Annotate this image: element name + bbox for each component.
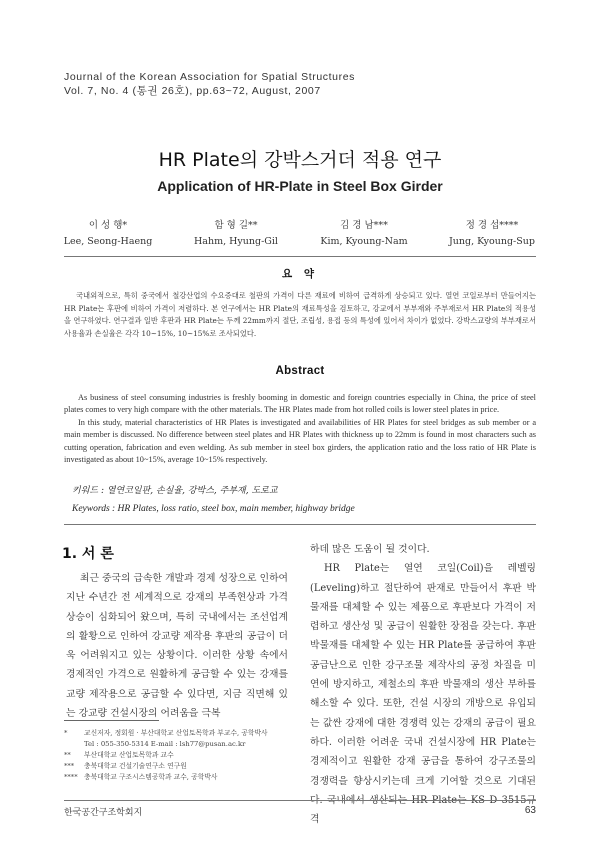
footnote-mark: ** bbox=[64, 751, 71, 759]
footnote-3 bbox=[64, 761, 292, 772]
english-title: Application of HR-Plate in Steel Box Girder bbox=[157, 178, 443, 194]
journal-name: Journal of the Korean Association for Spatial Structures bbox=[64, 71, 355, 83]
footer-journal-name: 한국공간구조학회지 bbox=[64, 808, 143, 818]
footnote-text: 충북대학교 구조시스템공학과 교수, 공학박사 bbox=[84, 773, 218, 781]
abstract-heading: Abstract bbox=[275, 365, 325, 377]
author-4-korean: 정 경 섭**** bbox=[465, 220, 519, 231]
keywords bbox=[72, 482, 355, 518]
author-3 bbox=[300, 218, 428, 250]
author-2-korean: 함 형 길** bbox=[214, 220, 258, 231]
footnote-mark: *** bbox=[64, 762, 75, 770]
author-4 bbox=[428, 218, 556, 250]
footnote-1 bbox=[64, 728, 292, 739]
journal-header bbox=[64, 70, 355, 98]
footnote-contact-text: Tel : 055-350-5314 E-mail : lsh77@pusan.ac.kr bbox=[84, 740, 246, 748]
korean-abstract-heading: 요 약 bbox=[282, 268, 318, 280]
footnote-text: 교신저자, 정회원 · 부산대학교 산업토목학과 부교수, 공학박사 bbox=[84, 729, 268, 737]
author-2 bbox=[172, 218, 300, 250]
abstract-paragraph-2: In this study, material characteristics of HR Plates is investigated and availabilities of HR Plates for steel bridges as sub member or a main member is discussed. No difference between steel plates and HR Plates with thickness up to 22mm is found in most characters such as cutting operation, fabrication and even welding. As sub member in steel box girders, the application ratio and the loss ratio of HR Plate is investigated as about 10~15%, average 10~15% respectively. bbox=[64, 417, 536, 465]
journal-volume: Vol. 7, No. 4 (통권 26호), pp.63~72, August, 2007 bbox=[64, 85, 321, 97]
divider-bottom bbox=[64, 524, 536, 525]
footnote-text: 부산대학교 산업토목학과 교수 bbox=[84, 751, 174, 759]
abstract-paragraph-1: As business of steel consuming industries is freshly booming in domestic and foreign countries especially in China, the price of steel plates comes to very high compare with the other materials. The HR Plates made from hot rolled coils is lower steel plates in price. bbox=[64, 393, 536, 415]
author-1-korean: 이 성 행* bbox=[88, 220, 128, 231]
footnote-4 bbox=[64, 772, 292, 783]
footnote-text: 충북대학교 건설기술연구소 연구원 bbox=[84, 762, 187, 770]
korean-abstract bbox=[64, 290, 536, 340]
column-right bbox=[310, 540, 536, 829]
footnote-1-contact bbox=[64, 739, 292, 750]
footnotes bbox=[64, 728, 292, 783]
author-1-english: Lee, Seong-Haeng bbox=[63, 236, 153, 247]
intro-paragraph-2: HR Plate는 열연 코일(Coil)을 레벨링(Leveling)하고 절단하여 판재로 만들어서 후판 박물재를 대체할 수 있는 제품으로 후판보다 가격이 저렴하고 생산성 및 공급이 원활한 장점을 갖는다. 후판 박물재를 대체할 수 있는 HR Plate를 공급하여 후판 공급난으로 인한 강구조물 제작사의 공정 차질을 미연에 방지하고, 제철소의 후판 박물재의 생산 부하를 해소할 수 있다. 또한, 건설 시장의 개방으로 유입되는 값싼 강재에 대한 경쟁력 있는 강재의 공급이 필요하다. 이러한 어려운 국내 건설시장에 HR Plate는 경제적이고 원활한 강재 공급을 통하여 강구조물의 경쟁력을 향상시키는데 크게 기여할 것으로 기대된다. 국내에서 생산되는 HR Plate는 KS D 3515규격 bbox=[310, 563, 536, 826]
footer-rule bbox=[64, 800, 536, 801]
keywords-korean: 키워드 : 열연코일판, 손실율, 강박스, 주부재, 도로교 bbox=[72, 486, 278, 496]
author-4-english: Jung, Kyoung-Sup bbox=[449, 236, 535, 247]
footnote-mark: * bbox=[64, 729, 68, 737]
divider-top bbox=[64, 256, 536, 257]
footnote-mark: **** bbox=[64, 773, 78, 781]
korean-title: HR Plate의 강박스거더 적용 연구 bbox=[158, 149, 442, 171]
footnote-rule bbox=[64, 720, 159, 721]
intro-paragraph-1: 최근 중국의 급속한 개발과 경제 성장으로 인하여 지난 수년간 전 세계적으로 강재의 부족현상과 가격 상승이 심화되어 왔으며, 특히 국내에서는 조선업계의 활황으로 인하여 강교량 제작용 후판의 공급이 더욱 어려워지고 있는 상황이다. 이러한 상황 속에서 경제적인 가격으로 원활하게 공급할 수 있는 강재를 교량 제작용으로 공급할 수 있다면, 지금 직면해 있는 강교량 건설시장의 어려움을 극복 bbox=[66, 573, 288, 720]
column-left bbox=[66, 569, 288, 723]
footnote-2 bbox=[64, 750, 292, 761]
section-1-heading: 1. 서 론 bbox=[62, 546, 114, 562]
korean-abstract-text: 국내외적으로, 특히 중국에서 철강산업의 수요증대로 철판의 가격이 다른 재료에 비하여 급격하게 상승되고 있다. 열연 코일로부터 만들어지는 HR Plate는 후판에 비하여 가격이 저렴하다. 본 연구에서는 HR Plate의 재료특성을 검토하고, 강교에서 부부재와 주부재로서 HR Plate의 적용성을 연구하였다. 연구결과 일반 후판과 HR Plate는 두께 22mm까지 절단, 조립성, 용접 등의 특성에 있어서 차이가 없었다. 강박스교량의 부부재로서 사용율과 손실율은 각각 10~15%, 10~15%로 조사되었다. bbox=[64, 291, 536, 338]
author-1 bbox=[44, 218, 172, 250]
page-number: 63 bbox=[524, 805, 536, 816]
abstract bbox=[64, 392, 536, 466]
author-3-english: Kim, Kyoung-Nam bbox=[320, 236, 408, 247]
intro-paragraph-continued: 하데 많은 도움이 될 것이다. bbox=[310, 544, 430, 555]
author-2-english: Hahm, Hyung-Gil bbox=[194, 236, 278, 247]
author-list bbox=[0, 218, 600, 250]
keywords-english: Keywords : HR Plates, loss ratio, steel box, main member, highway bridge bbox=[72, 504, 355, 514]
author-3-korean: 김 경 남*** bbox=[340, 220, 388, 231]
